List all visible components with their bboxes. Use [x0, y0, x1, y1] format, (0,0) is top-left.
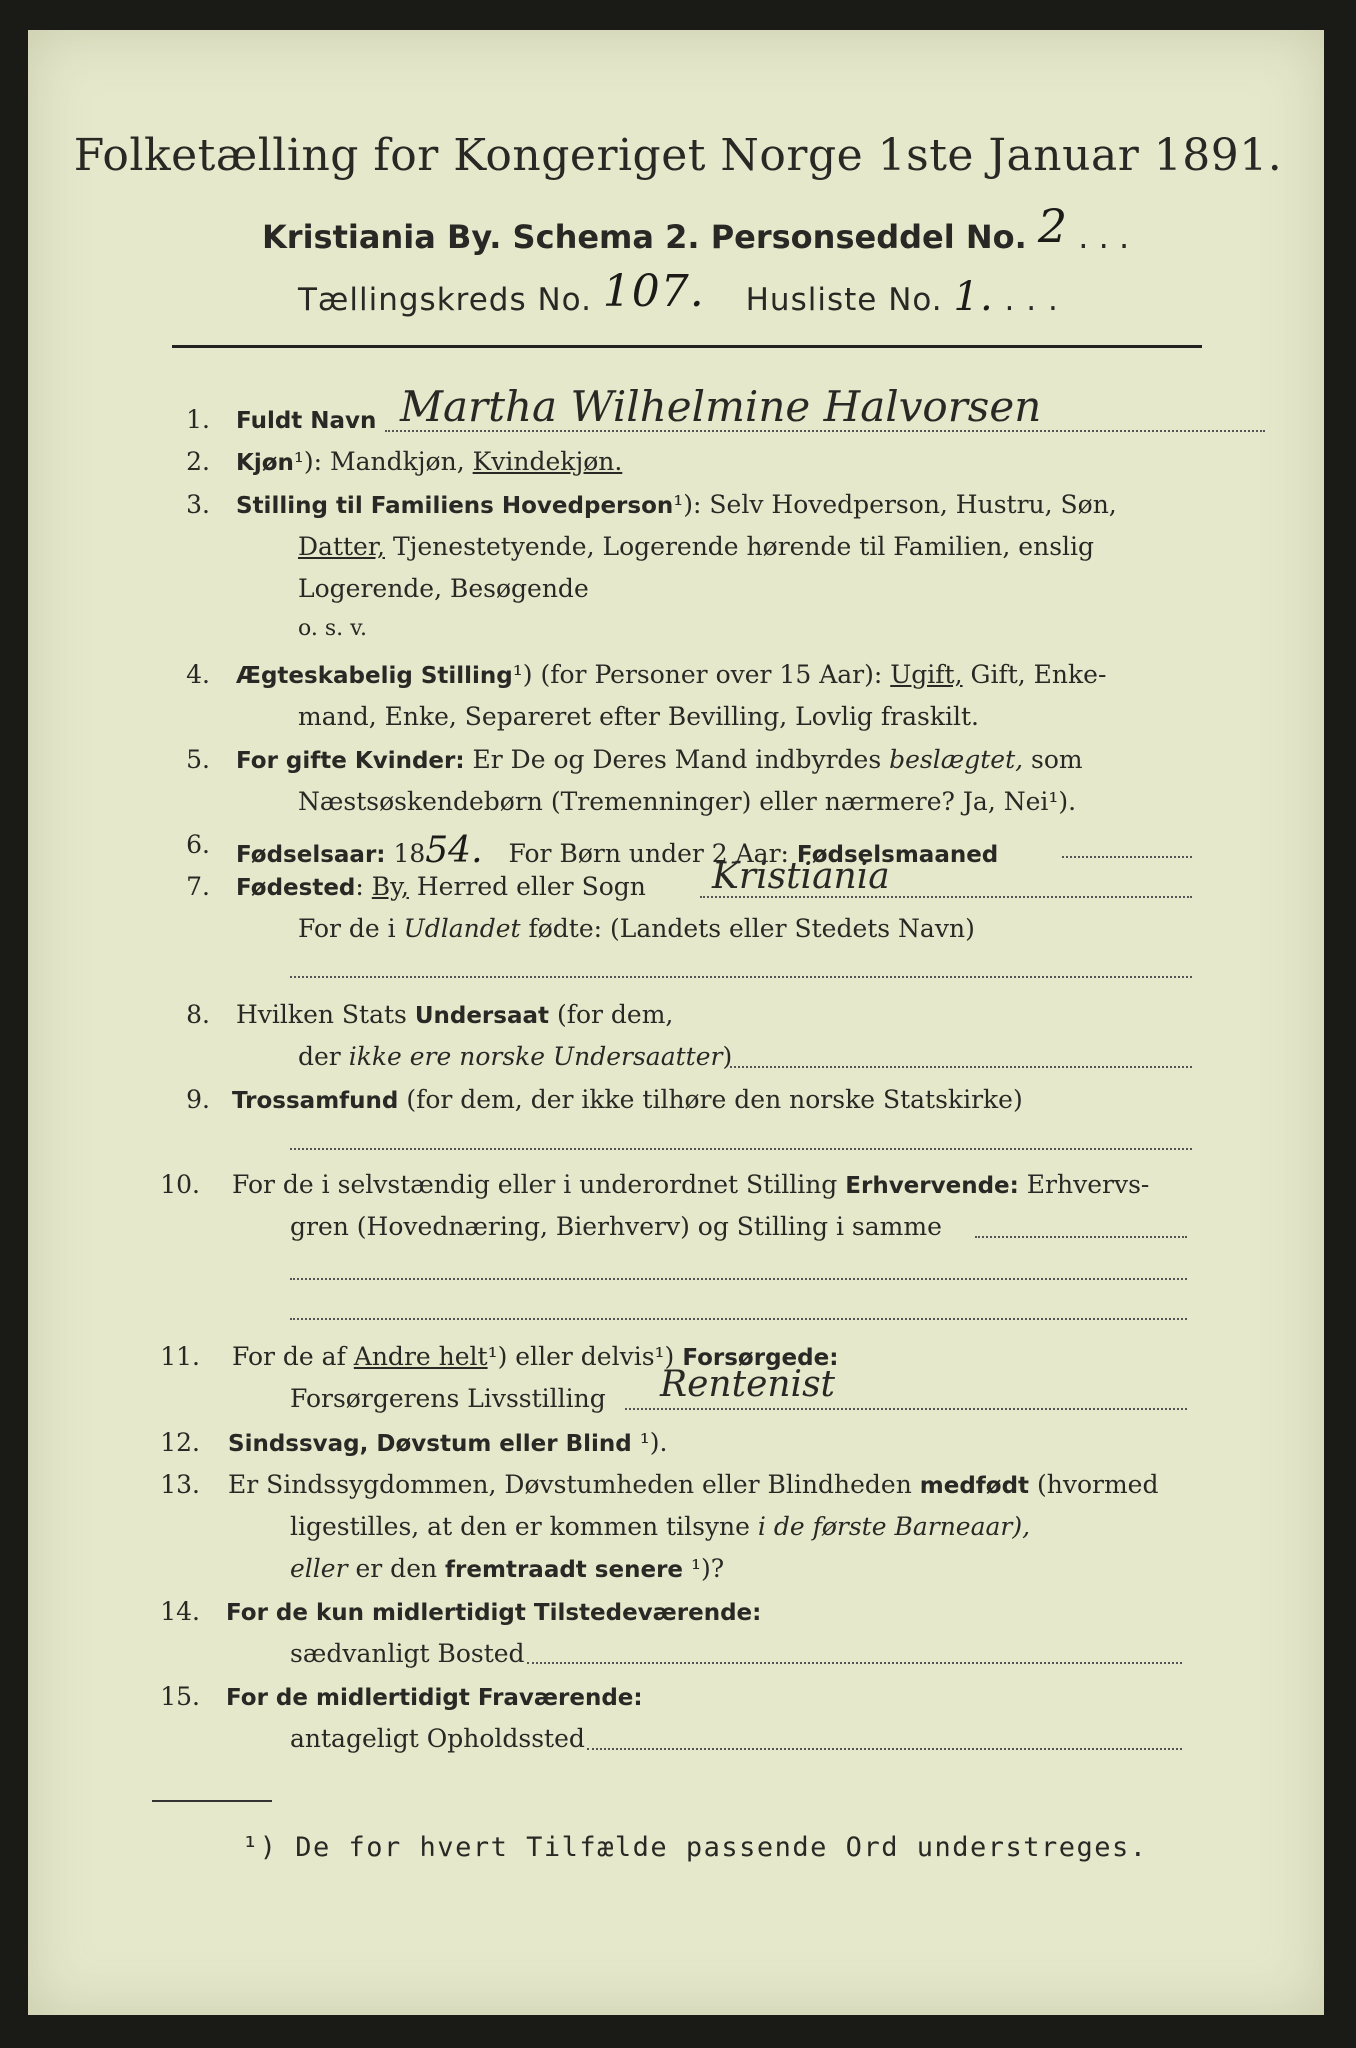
q5-number: 5. [186, 745, 210, 774]
q8-dotted-line [730, 1066, 1192, 1068]
q12-label: Sindssvag, Døvstum eller Blind [228, 1431, 632, 1457]
q5-line1 [236, 745, 1083, 774]
q9-label: Trossamfund [232, 1088, 399, 1114]
taellingskreds-label: Tællingskreds No. [298, 282, 592, 318]
q2-number: 2. [186, 447, 210, 476]
q13-line2 [290, 1512, 1030, 1541]
q6-year-handwritten: 54. [425, 830, 483, 871]
q5-text-a: Er De og Deres Mand indbyrdes [464, 745, 890, 774]
q10-line1 [232, 1170, 1149, 1199]
q4-label: Ægteskabelig Stilling [236, 663, 513, 689]
q7-line1: Fødested: By, Herred eller Sogn [236, 872, 646, 901]
q8-label: Undersaat [414, 1003, 549, 1029]
q4-line1: Ægteskabelig Stilling¹) (for Personer over 15 Aar): Ugift, Gift, Enke- [236, 660, 1107, 689]
q11-number: 11. [160, 1342, 200, 1371]
q9-dotted-line [290, 1148, 1192, 1150]
husliste-number: 1. [953, 274, 994, 320]
q3-line2-text: Tjenestetyende, Logerende hørende til Familien, enslig [385, 532, 1095, 561]
q1-full-name-handwritten: Martha Wilhelmine Halvorsen [400, 382, 1042, 431]
q3-options: Selv Hovedperson, Hustru, Søn, [709, 490, 1117, 519]
q6-text: For Børn under 2 Aar: [508, 839, 789, 868]
q2-option-mandkjon: Mandkjøn, [330, 447, 473, 476]
q3-line2 [298, 532, 1094, 561]
q8-number: 8. [186, 1000, 210, 1029]
census-form-sheet [28, 30, 1324, 2015]
q15-dotted-line [587, 1748, 1182, 1750]
q13-line2-a: ligestilles, at den er kommen tilsyne [290, 1512, 758, 1541]
q8-text-c: (for dem, [549, 1000, 674, 1029]
q4-number: 4. [186, 660, 210, 689]
kreds-line: Tællingskreds No. 107. Husliste No. 1. . . . [298, 266, 1059, 320]
q8-line2-b: ) [722, 1042, 733, 1071]
q7-label: Fødested [236, 875, 356, 901]
q9-number: 9. [186, 1085, 210, 1114]
footnote: ¹) De for hvert Tilfælde passende Ord understreges. [242, 1832, 1148, 1863]
form-title: Folketælling for Kongeriget Norge 1ste Januar 1891. [73, 130, 1283, 181]
q5-text-b: som [1023, 745, 1083, 774]
q7-line2-a: For de i [298, 914, 404, 943]
q7-line2-b: fødte: (Landets eller Stedets Navn) [520, 914, 975, 943]
q8-line2 [298, 1042, 732, 1071]
husliste-label: Husliste No. [745, 282, 943, 318]
q7-foreign-dotted-line [290, 976, 1192, 978]
q3-label: Stilling til Familiens Hovedperson [236, 493, 674, 519]
q14-line1 [226, 1597, 761, 1626]
q15-number: 15. [160, 1682, 200, 1711]
q14-dotted-line [527, 1662, 1182, 1664]
q4-option-ugift: Ugift, [890, 660, 963, 689]
q7-option-by: By, [371, 872, 409, 901]
q11-text-b: eller delvis [507, 1342, 655, 1371]
q3-number: 3. [186, 490, 210, 519]
q11-option-andre-helt: Andre helt [353, 1342, 488, 1371]
q4-line2: mand, Enke, Separeret efter Bevilling, Lovlig fraskilt. [298, 702, 979, 731]
q10-line2: gren (Hovednæring, Bierhverv) og Stilling i samme [290, 1212, 942, 1241]
q11-line1: For de af Andre helt¹) eller delvis¹) Forsørgede: [232, 1342, 839, 1371]
q14-label: For de kun midlertidigt Tilstedeværende: [226, 1600, 762, 1626]
q15-line2: antageligt Opholdssted [290, 1724, 585, 1753]
q5-label: For gifte Kvinder: [236, 748, 465, 774]
q13-text-c: (hvormed [1029, 1470, 1159, 1499]
q13-text-a: Er Sindssygdommen, Døvstumheden eller Blindheden [228, 1470, 920, 1499]
q7-number: 7. [186, 872, 210, 901]
q10-text-a: For de i selvstændig eller i underordnet Stilling [232, 1170, 846, 1199]
q8-text-a: Hvilken Stats [236, 1000, 415, 1029]
q6-number: 6. [186, 830, 210, 859]
personseddel-number: 2 [1037, 199, 1068, 253]
header-rule [172, 345, 1202, 348]
q10-number: 10. [160, 1170, 200, 1199]
q10-label: Erhvervende: [845, 1173, 1019, 1199]
q6-label: Fødselsaar: [236, 842, 386, 868]
q3-line4: o. s. v. [298, 616, 367, 641]
q12-line: Sindssvag, Døvstum eller Blind ¹). [228, 1428, 668, 1457]
q14-number: 14. [160, 1597, 200, 1626]
q13-line3-a: er den [347, 1554, 446, 1583]
q6-dotted-line [1062, 856, 1192, 858]
q15-label: For de midlertidigt Fraværende: [226, 1685, 643, 1711]
q13-number: 13. [160, 1470, 200, 1499]
q7-text: Herred eller Sogn [408, 872, 646, 901]
q3-option-datter: Datter, [298, 532, 385, 561]
q7-line2-italic: Udlandet [403, 914, 521, 943]
q5-line2-text: Næstsøskendebørn (Tremenninger) eller nærmere? Ja, Nei [298, 787, 1049, 816]
q1-number: 1. [186, 405, 210, 434]
q11-text-a: For de af [232, 1342, 354, 1371]
q5-line2: Næstsøskendebørn (Tremenninger) eller nærmere? Ja, Nei¹). [298, 787, 1077, 816]
q3-line3: Logerende, Besøgende [298, 574, 589, 603]
q1-label-text: Fuldt Navn [236, 408, 377, 434]
footnote-rule [152, 1800, 272, 1802]
q13-line1 [228, 1470, 1158, 1499]
q12-number: 12. [160, 1428, 200, 1457]
q11-dotted-line [625, 1408, 1187, 1410]
q6-month-label: Fødselsmaaned [796, 842, 999, 868]
q10-dotted-line-3 [290, 1318, 1187, 1320]
q6-year-prefix: 18 [393, 839, 426, 868]
q10-dotted-line-2 [290, 1278, 1187, 1280]
q5-text-italic: beslægtet, [889, 745, 1024, 774]
q10-dotted-line-1 [975, 1236, 1187, 1238]
q9-text: (for dem, der ikke tilhøre den norske Statskirke) [398, 1085, 1023, 1114]
q9-line [232, 1085, 1023, 1114]
q1-label [236, 405, 376, 434]
q13-line3-bold: fremtraadt senere [445, 1557, 684, 1583]
q14-line2: sædvanligt Bosted [290, 1639, 525, 1668]
q2-option-kvindekjon: Kvindekjøn. [472, 447, 623, 476]
q13-line2-italic: i de første Barneaar), [757, 1512, 1031, 1541]
q8-line2-italic: ikke ere norske Undersaatter [348, 1042, 723, 1071]
q8-line1 [236, 1000, 673, 1029]
schema-line-text: Kristiania By. Schema 2. Personseddel No. [262, 218, 1027, 256]
taellingskreds-number: 107. [602, 266, 705, 317]
q13-line3: eller er den fremtraadt senere ¹)? [290, 1554, 725, 1583]
q13-label: medfødt [919, 1473, 1030, 1499]
q2-line: Kjøn¹): Mandkjøn, Kvindekjøn. [236, 447, 623, 476]
q11-label: Forsørgede: [674, 1345, 839, 1371]
q3-line1: Stilling til Familiens Hovedperson¹): Selv Hovedperson, Hustru, Søn, [236, 490, 1117, 519]
schema-line: Kristiania By. Schema 2. Personseddel No. 2 . . . [262, 199, 1130, 256]
q11-livsstilling-handwritten: Rentenist [660, 1364, 836, 1405]
q4-text-b: Gift, Enke- [962, 660, 1107, 689]
q8-line2-a: der [298, 1042, 349, 1071]
q7-birthplace-handwritten: Kristiania [712, 856, 890, 897]
q7-line2 [298, 914, 975, 943]
q11-line2: Forsørgerens Livsstilling [290, 1384, 606, 1413]
q2-label: Kjøn [236, 450, 294, 476]
q15-line1 [226, 1682, 643, 1711]
q13-line3-c: ? [710, 1554, 725, 1583]
q4-text-a: (for Personer over 15 Aar): [532, 660, 891, 689]
q13-line3-italic: eller [290, 1554, 348, 1583]
q10-text-c: Erhvervs- [1018, 1170, 1150, 1199]
